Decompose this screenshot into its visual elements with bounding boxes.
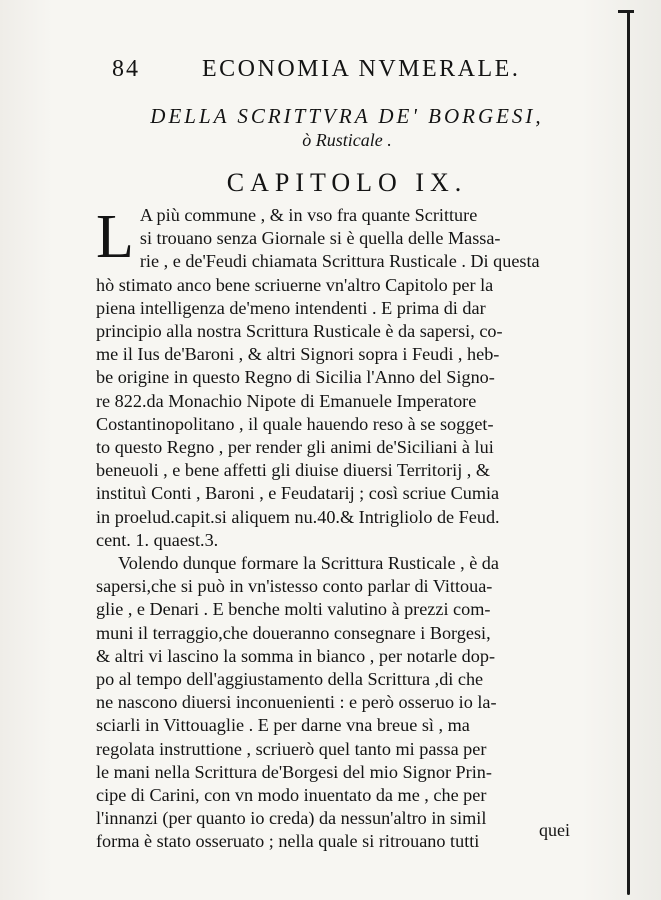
text-line: sciarli in Vittouaglie . E per darne vna breue sì , ma (96, 715, 470, 736)
text-line: si trouano senza Giornale si è quella delle Massa- (139, 228, 501, 249)
section-subtitle: ò Rusticale . (302, 130, 392, 150)
text-line: to questo Regno , per render gli animi de'Siciliani à lui (96, 437, 494, 458)
text-line: ne nascono diuersi inconuenienti : e però osseruo io la- (96, 692, 497, 713)
running-title: ECONOMIA NVMERALE. (202, 56, 521, 82)
running-head (112, 56, 582, 90)
text-line: cent. 1. quaest.3. (96, 529, 219, 550)
chapter-title: CAPITOLO IX. (226, 168, 468, 197)
paragraph-2 (96, 552, 566, 854)
text-line: & altri vi lascino la somma in bianco , per notarle dop- (96, 645, 496, 666)
paragraph-1 (96, 204, 566, 552)
text-line: piena intelligenza de'meno intendenti . E prima di dar (96, 297, 486, 318)
text-line: principio alla nostra Scrittura Rusticale è da sapersi, co- (96, 321, 503, 342)
text-line: le mani nella Scrittura de'Borgesi del mio Signor Prin- (96, 761, 492, 782)
page-edge-tick (618, 10, 634, 13)
text-line: A più commune , & in vso fra quante Scritture (139, 205, 478, 225)
text-line: glie , e Denari . E benche molti valutino à prezzi com- (96, 599, 491, 620)
page-number: 84 (112, 56, 140, 82)
text-line: regolata instruttione , scriuerò quel tanto mi passa per (96, 738, 487, 759)
page-edge-line (627, 10, 630, 895)
text-line: beneuoli , e bene affetti gli diuise diuersi Territorij , & (96, 460, 491, 481)
text-line: forma è stato osseruato ; nella quale si ritrouano tutti (96, 831, 480, 852)
text-line: l'innanzi (per quanto io creda) da nessun'altro in simil (96, 808, 487, 829)
catchword: quei (539, 820, 570, 840)
text-line: hò stimato anco bene scriuerne vn'altro Capitolo per la (96, 274, 494, 295)
text-line: rie , e de'Feudi chiamata Scrittura Rusticale . Di questa (139, 251, 540, 272)
drop-cap: L (96, 203, 134, 271)
text-line: me il Ius de'Baroni , & altri Signori sopra i Feudi , heb- (96, 344, 500, 365)
text-line: Costantinopolitano , il quale hauendo reso à se sogget- (96, 413, 494, 434)
text-line: cipe di Carini, con vn modo inuentato da me , che per (96, 785, 487, 806)
text-line: sapersi,che si può in vn'istesso conto parlar di Vittoua- (96, 576, 493, 597)
text-line: instituì Conti , Baroni , e Feudatarij ; così scriue Cumia (96, 483, 500, 504)
text-line: po al tempo dell'aggiustamento della Scrittura ,di che (96, 669, 484, 690)
section-title: DELLA SCRITTVRA DE' BORGESI, (150, 104, 544, 128)
text-line: re 822.da Monachio Nipote di Emanuele Imperatore (96, 390, 477, 411)
body-text (96, 204, 566, 854)
text-line: muni il terraggio,che doueranno consegnare i Borgesi, (96, 622, 491, 643)
text-line: in proelud.capit.si aliquem nu.40.& Intrigliolo de Feud. (96, 506, 500, 527)
text-line: Volendo dunque formare la Scrittura Rusticale , è da (118, 553, 499, 574)
text-line: be origine in questo Regno di Sicilia l'Anno del Signo- (96, 367, 495, 388)
